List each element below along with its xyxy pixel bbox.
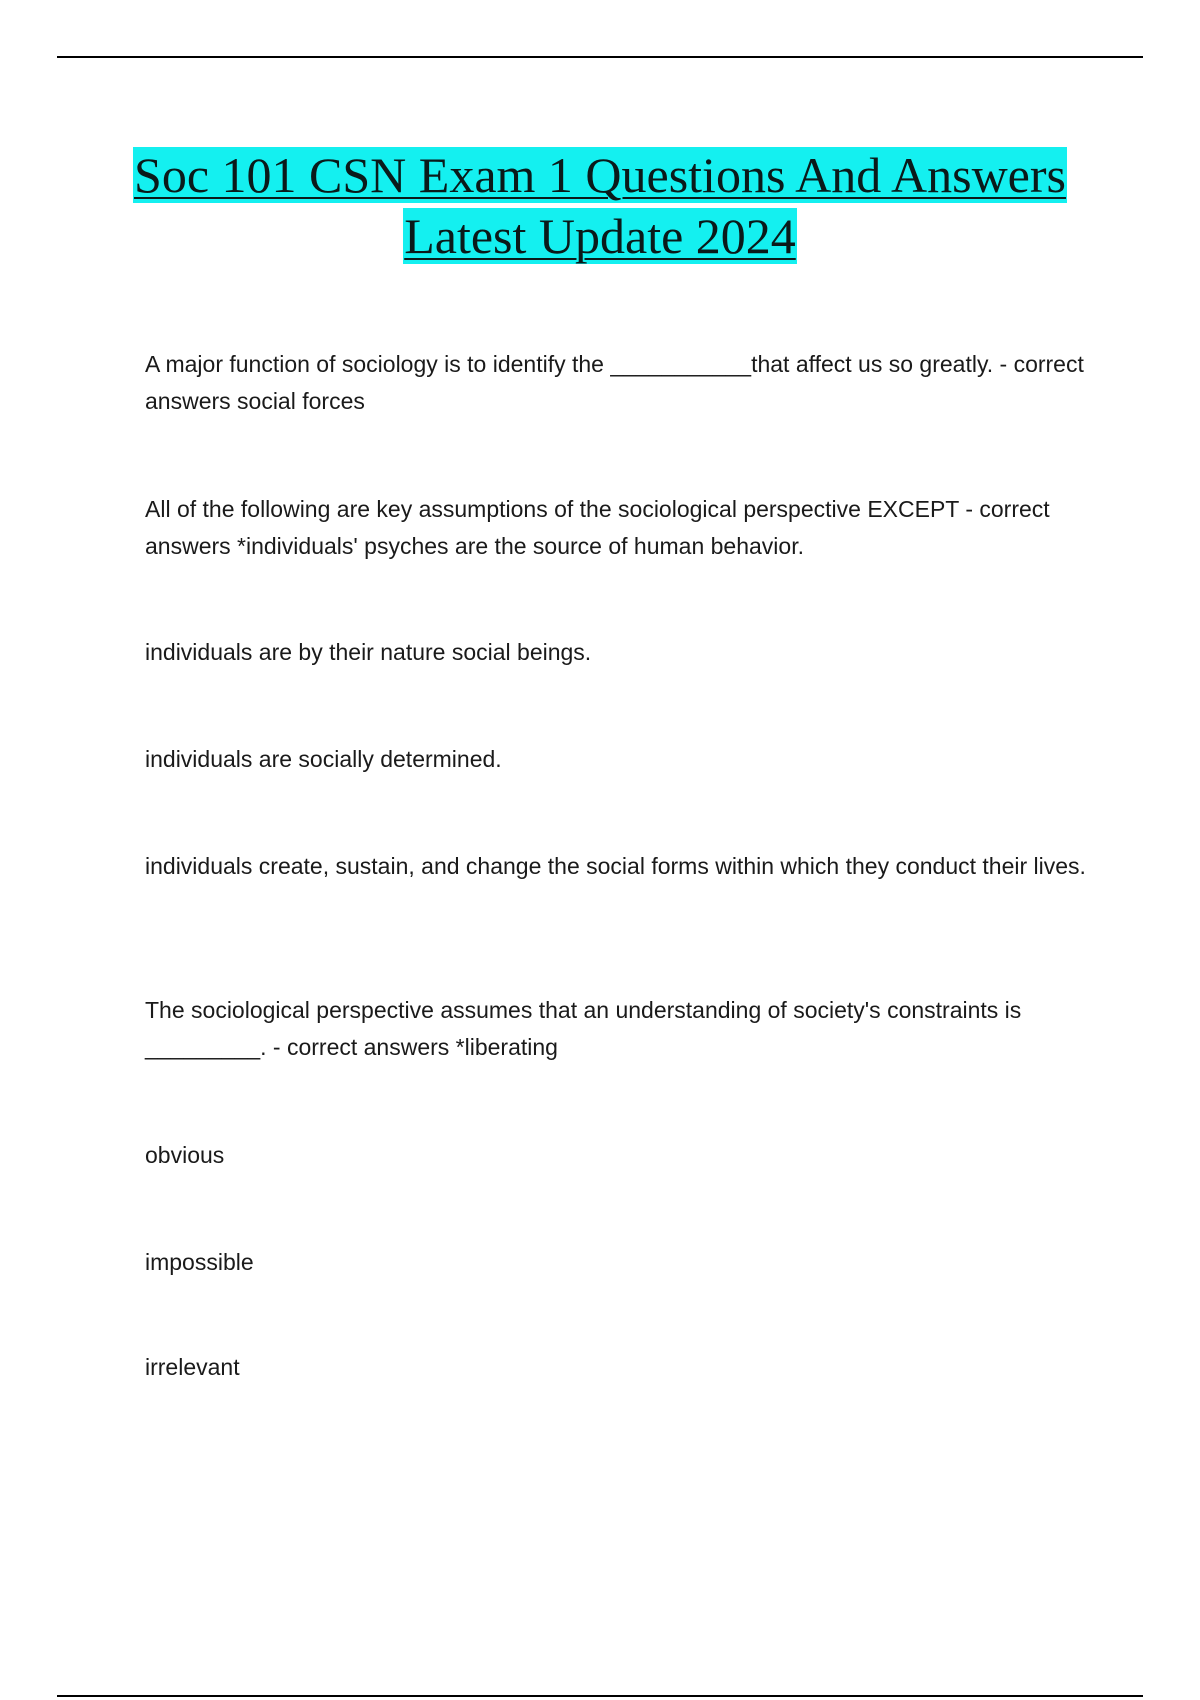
bottom-rule [57,1695,1143,1697]
question-2-text: All of the following are key assumptions of the sociological perspective EXCEPT - correct answers *individuals' psyches are the source of human behavior. [145,496,1050,559]
question-1-text: A major function of sociology is to identify the ___________that affect us so greatly. - correct answers social forces [145,351,1084,414]
document-title-text: Soc 101 CSN Exam 1 Questions And Answers Latest Update 2024 [134,147,1066,264]
option-socially-determined: individuals are socially determined. [145,746,502,772]
option-social-beings: individuals are by their nature social beings. [145,639,592,665]
question-3-text: The sociological perspective assumes that an understanding of society's constraints is _________. - correct answers *liberating [145,997,1022,1060]
top-rule [57,56,1143,58]
option-create-sustain-change: individuals create, sustain, and change the social forms within which they conduct their lives. [145,853,1086,879]
option-impossible: impossible [145,1249,254,1275]
option-obvious: obvious [145,1142,225,1168]
option-irrelevant: irrelevant [145,1354,240,1380]
document-title [100,145,1100,267]
